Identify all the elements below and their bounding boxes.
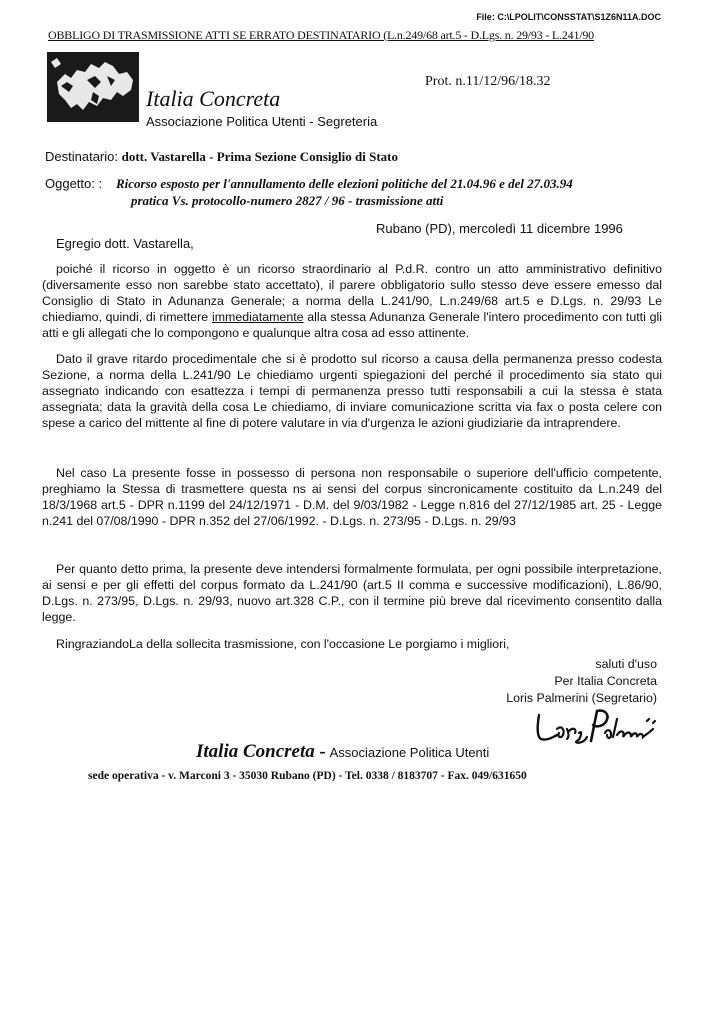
paragraph-1 xyxy=(42,261,662,341)
footer-brand-line xyxy=(196,741,489,763)
footer-association: Associazione Politica Utenti xyxy=(329,745,490,760)
handwritten-signature xyxy=(533,707,661,747)
greeting: Egregio dott. Vastarella, xyxy=(56,236,194,251)
closing-block xyxy=(506,656,657,707)
association-name: Associazione Politica Utenti - Segreteria xyxy=(146,114,378,129)
paragraph-2-text: Dato il grave ritardo procedimentale che si è prodotto sul ricorso a causa della permanenza presso codesta Sezione, a norma della L.241/90 Le chiediamo urgenti spiegazioni del perché il procedimento sia stato qui assegnato indicando con esattezza i tempi di permanenza presso tutti responsabili a cui la stessa è stata assegnata; data la gravità della cosa Le chiediamo, di inviare comunicazione scritta via fax o posta celere con spese a carico del mittente al fine di potere valutare in via d'urgenza le azioni giudiziarie da intraprendere. xyxy=(42,352,662,430)
europe-map-icon xyxy=(47,52,139,122)
subject-line-1: Ricorso esposto per l'annullamento delle elezioni politiche del 21.04.96 e del 27.03.94 xyxy=(116,176,573,191)
closing-regards: saluti d'uso xyxy=(595,657,657,671)
subject-label: Oggetto: : xyxy=(45,176,103,191)
paragraph-1-start: poiché il ricorso in oggetto è un ricorso straordinario al P.d.R. contro un atto amministrativo definitivo (diversamente esso non sarebbe stato accettato), il parere obbligatorio sullo stesso deve essere emesso dal Consiglio di Stato in Adunanza Generale; a norma della L.241/90, L.n.249/68 art.5 e D.Lgs. n. 29/93 Le chiediamo, quindi, di rimettere xyxy=(42,262,662,324)
paragraph-1-underlined: immediatamente xyxy=(211,310,304,324)
place-date: Rubano (PD), mercoledì 11 dicembre 1996 xyxy=(376,221,623,236)
paragraph-4-text: Per quanto detto prima, la presente deve intendersi formalmente formulata, per ogni possibile interpretazione, ai sensi e per gli effetti del corpus formato da L.241/90 (art.5 II comma e successive modificazioni), L.86/90, D.Lgs. n. 273/95, D.Lgs. n. 29/93, nuovo art.328 C.P., con il termine più breve dal ricevimento consentito dalla legge. xyxy=(42,562,662,624)
paragraph-5: RingraziandoLa della sollecita trasmissione, con l'occasione Le porgiamo i migliori, xyxy=(56,637,510,651)
transmission-obligation-header: OBBLIGO DI TRASMISSIONE ATTI SE ERRATO DESTINATARIO (L.n.249/68 art.5 - D.Lgs. n. 29/93 - L.241/90 xyxy=(48,28,594,42)
recipient-label: Destinatario: xyxy=(45,149,118,164)
file-reference: File: C:\LPOLIT\CONSSTAT\S1Z6N11A.DOC xyxy=(476,12,661,22)
recipient-name: dott. Vastarella - Prima Sezione Consiglio di Stato xyxy=(121,149,398,164)
protocol-number: Prot. n.11/12/96/18.32 xyxy=(425,74,551,89)
paragraph-3-text: Nel caso La presente fosse in possesso di persona non responsabile o superiore dell'ufficio competente, preghiamo la Stessa di trasmettere questa ns ai sensi del corpus sincronicamente costituito da L.n.249 del 18/3/1968 art.5 - DPR n.1199 del 24/12/1971 - D.M. del 9/03/1982 - Legge n.816 del 27/12/1985 art. 25 - Legge n.241 del 07/08/1990 - DPR n.352 del 27/06/1992. - D.Lgs. n. 273/95 - D.Lgs. n. 29/93 xyxy=(42,466,662,528)
paragraph-4 xyxy=(42,561,662,625)
europe-map-logo xyxy=(47,52,139,122)
closing-org: Per Italia Concreta xyxy=(554,674,657,688)
footer-address: sede operativa - v. Marconi 3 - 35030 Rubano (PD) - Tel. 0338 / 8183707 - Fax. 049/631650 xyxy=(88,770,527,782)
paragraph-1-end: alla stessa Adunanza Generale l'intero procedimento con tutti gli atti e gli allegati che lo compongono e qualunque altra cosa ad esso attinente. xyxy=(42,310,662,340)
paragraph-3 xyxy=(42,465,662,529)
brand-name: Italia Concreta xyxy=(146,86,281,111)
paragraph-2 xyxy=(42,351,662,431)
recipient-line xyxy=(45,149,398,165)
footer-brand: Italia Concreta - xyxy=(196,741,326,762)
closing-signer: Loris Palmerini (Segretario) xyxy=(506,691,657,705)
subject-line-2: pratica Vs. protocollo-numero 2827 / 96 - trasmissione atti xyxy=(131,193,444,208)
